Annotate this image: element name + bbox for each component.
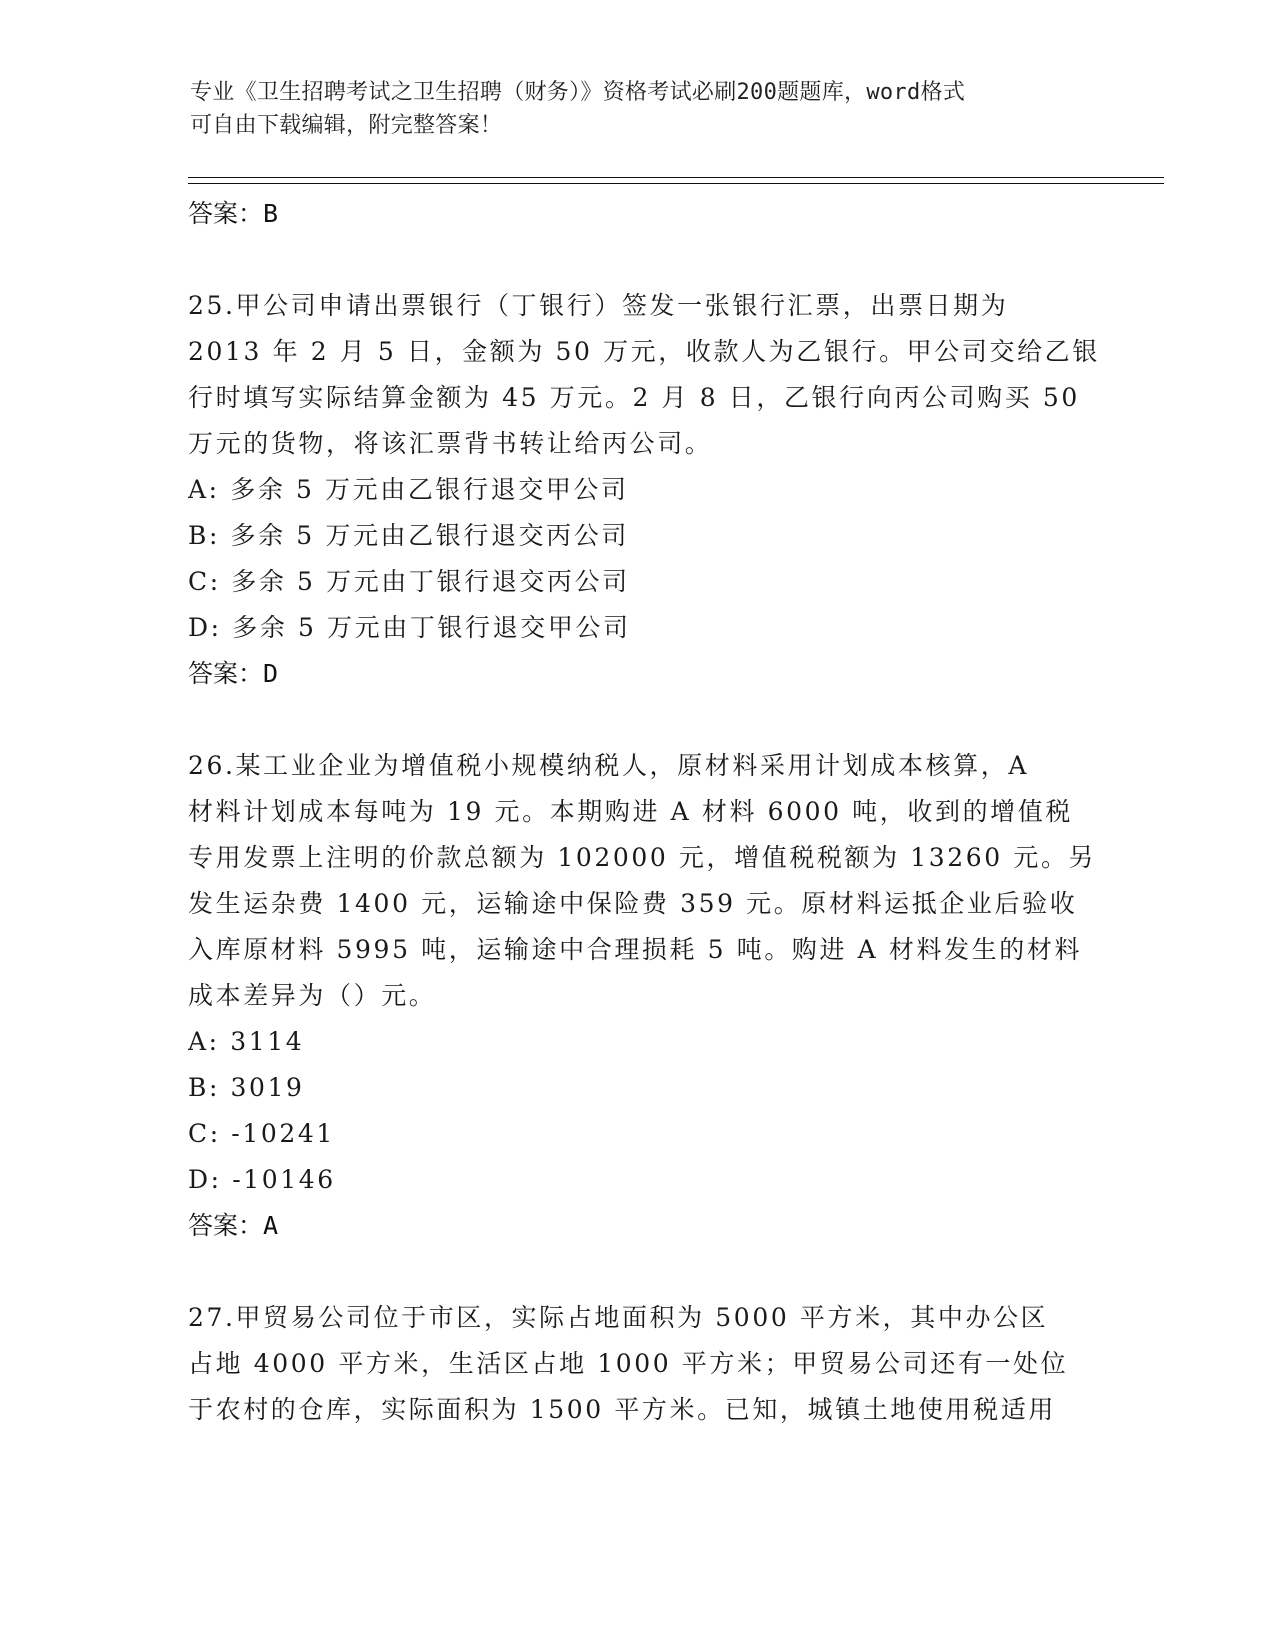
question-text: 材料计划成本每吨为 19 元。本期购进 A 材料 6000 吨，收到的增值税: [188, 797, 1073, 826]
answer-line: 答案：B: [188, 199, 279, 228]
spacer: [188, 237, 1088, 283]
question-text: 万元的货物，将该汇票背书转让给丙公司。: [188, 429, 713, 458]
question-text: 27.甲贸易公司位于市区，实际占地面积为 5000 平方米，其中办公区: [188, 1303, 1049, 1332]
question-text: 发生运杂费 1400 元，运输途中保险费 359 元。原材料运抵企业后验收: [188, 889, 1078, 918]
question-text: 专用发票上注明的价款总额为 102000 元，增值税税额为 13260 元。另: [188, 843, 1097, 872]
spacer: [188, 697, 1088, 743]
spacer: [188, 1249, 1088, 1295]
header-line: 专业《卫生招聘考试之卫生招聘（财务）》资格考试必刷200题题库，word格式: [190, 80, 966, 105]
option-c: C: 多余 5 万元由丁银行退交丙公司: [188, 567, 630, 596]
question-text: 于农村的仓库，实际面积为 1500 平方米。已知，城镇土地使用税适用: [188, 1395, 1056, 1424]
question-text: 2013 年 2 月 5 日，金额为 50 万元，收款人为乙银行。甲公司交给乙银: [188, 337, 1100, 366]
option-a: A: 多余 5 万元由乙银行退交甲公司: [188, 475, 629, 504]
option-c: C: -10241: [188, 1119, 335, 1148]
option-a: A: 3114: [188, 1027, 305, 1056]
answer-line: 答案：D: [188, 659, 279, 688]
header-divider-top: [188, 177, 1164, 178]
option-d: D: 多余 5 万元由丁银行退交甲公司: [188, 613, 631, 642]
header-divider-bottom: [188, 183, 1164, 184]
question-text: 25.甲公司申请出票银行（丁银行）签发一张银行汇票，出票日期为: [188, 291, 1009, 320]
question-list: [188, 191, 1100, 1433]
question-text: 行时填写实际结算金额为 45 万元。2 月 8 日，乙银行向丙公司购买 50: [188, 383, 1080, 412]
header-line: 可自由下载编辑，附完整答案！: [190, 113, 503, 138]
question-block: [188, 283, 1100, 697]
question-block: [188, 743, 1097, 1249]
option-b: B: 多余 5 万元由乙银行退交丙公司: [188, 521, 629, 550]
option-d: D: -10146: [188, 1165, 336, 1194]
page-header: [190, 76, 1090, 142]
question-text: 成本差异为（）元。: [188, 981, 437, 1010]
question-text: 占地 4000 平方米，生活区占地 1000 平方米；甲贸易公司还有一处位: [188, 1349, 1069, 1378]
question-text: 26.某工业企业为增值税小规模纳税人，原材料采用计划成本核算，A: [188, 751, 1030, 780]
question-block: [188, 1295, 1088, 1433]
answer-line: 答案：A: [188, 1211, 279, 1240]
question-text: 入库原材料 5995 吨，运输途中合理损耗 5 吨。购进 A 材料发生的材料: [188, 935, 1083, 964]
option-b: B: 3019: [188, 1073, 305, 1102]
